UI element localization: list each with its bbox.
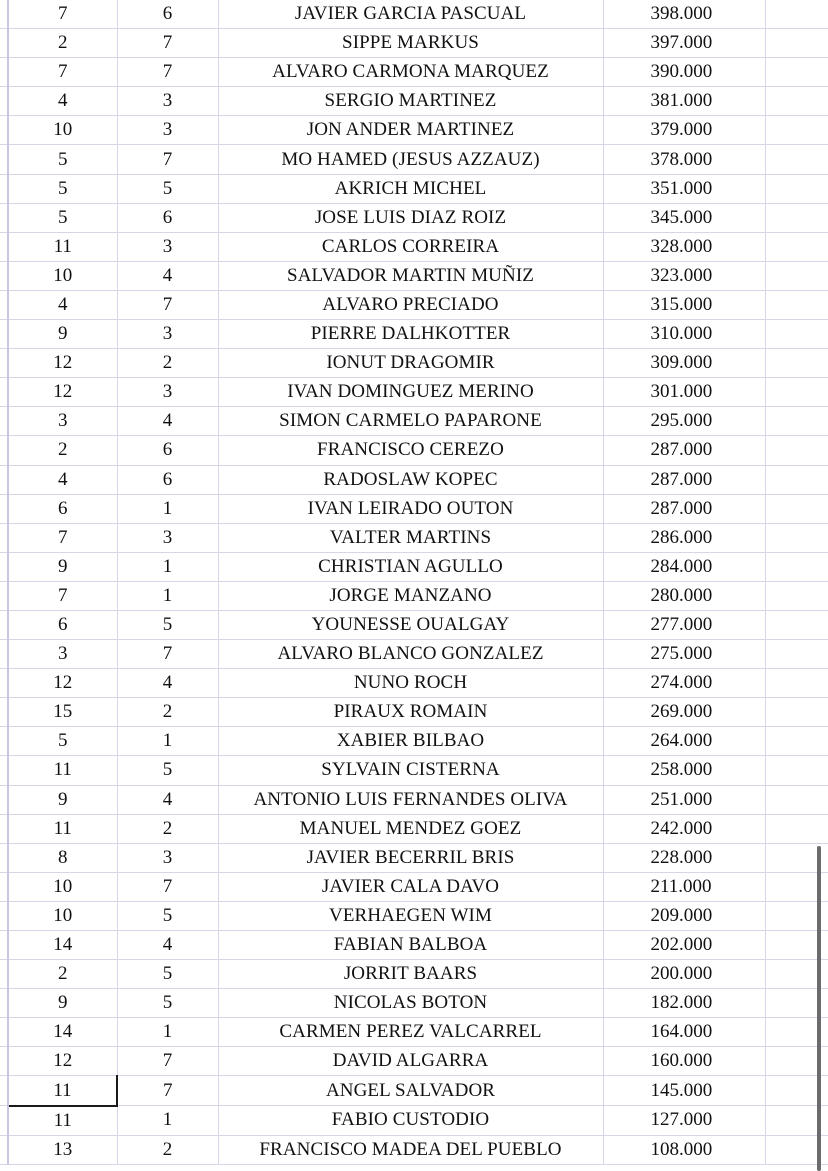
table-row (0, 785, 828, 814)
cell-col-a[interactable]: 11 (8, 1076, 117, 1106)
cell-points[interactable]: 258.000 (603, 756, 765, 785)
row-edge-cell[interactable] (0, 552, 8, 581)
cell-points[interactable]: 315.000 (603, 290, 765, 319)
row-edge-cell[interactable] (0, 669, 8, 698)
cell-col-a[interactable]: 10 (8, 872, 117, 901)
cell-name[interactable]: FABIO CUSTODIO (218, 1106, 603, 1136)
cell-points[interactable]: 108.000 (603, 1135, 765, 1164)
cell-name[interactable]: MO HAMED (JESUS AZZAUZ) (218, 145, 603, 174)
cell-points[interactable]: 211.000 (603, 872, 765, 901)
cell-col-a[interactable]: 7 (8, 581, 117, 610)
row-edge-cell[interactable] (0, 1047, 8, 1076)
cell-col-b[interactable]: 4 (117, 407, 218, 436)
table-row (0, 901, 828, 930)
cell-name[interactable]: SIPPE MARKUS (218, 29, 603, 58)
row-edge-cell[interactable] (0, 174, 8, 203)
cell-name[interactable]: SALVADOR MARTIN MUÑIZ (218, 261, 603, 290)
row-edge-cell[interactable] (0, 640, 8, 669)
row-edge-cell[interactable] (0, 610, 8, 639)
cell-col-b[interactable]: 7 (117, 290, 218, 319)
cell-name[interactable]: IVAN LEIRADO OUTON (218, 494, 603, 523)
cell-points[interactable]: 127.000 (603, 1106, 765, 1136)
row-edge-cell[interactable] (0, 960, 8, 989)
row-edge-cell[interactable] (0, 58, 8, 87)
row-edge-cell[interactable] (0, 698, 8, 727)
cell-name[interactable]: JORRIT BAARS (218, 960, 603, 989)
cell-empty[interactable] (765, 378, 828, 407)
cell-empty[interactable] (765, 756, 828, 785)
cell-empty[interactable] (765, 698, 828, 727)
cell-name[interactable]: FABIAN BALBOA (218, 931, 603, 960)
cell-col-a[interactable]: 7 (8, 0, 117, 29)
cell-col-a[interactable]: 6 (8, 494, 117, 523)
cell-points[interactable]: 164.000 (603, 1018, 765, 1047)
cell-points[interactable]: 160.000 (603, 1047, 765, 1076)
row-edge-cell[interactable] (0, 1135, 8, 1164)
table-row (0, 814, 828, 843)
cell-points[interactable]: 309.000 (603, 349, 765, 378)
row-edge-cell[interactable] (0, 756, 8, 785)
cell-name[interactable]: JAVIER CALA DAVO (218, 872, 603, 901)
cell-col-b[interactable]: 6 (117, 0, 218, 29)
vertical-scrollbar[interactable] (817, 846, 821, 1171)
cell-col-a[interactable]: 10 (8, 261, 117, 290)
cell-empty[interactable] (765, 203, 828, 232)
cell-col-a[interactable]: 8 (8, 843, 117, 872)
cell-col-a[interactable]: 11 (8, 756, 117, 785)
table-row (0, 1047, 828, 1076)
cell-col-a[interactable]: 12 (8, 1047, 117, 1076)
cell-col-a[interactable]: 3 (8, 407, 117, 436)
cell-col-b[interactable]: 4 (117, 669, 218, 698)
cell-empty[interactable] (765, 0, 828, 29)
table-row (0, 58, 828, 87)
cell-col-a[interactable]: 14 (8, 1018, 117, 1047)
cell-empty[interactable] (765, 814, 828, 843)
cell-col-a[interactable]: 2 (8, 960, 117, 989)
row-edge-cell[interactable] (0, 436, 8, 465)
cell-col-b[interactable]: 1 (117, 1106, 218, 1136)
cell-col-b[interactable]: 1 (117, 727, 218, 756)
cell-points[interactable]: 287.000 (603, 465, 765, 494)
table-row (0, 261, 828, 290)
cell-col-a[interactable]: 14 (8, 931, 117, 960)
cell-points[interactable]: 286.000 (603, 523, 765, 552)
cell-col-a[interactable]: 10 (8, 901, 117, 930)
row-edge-cell[interactable] (0, 901, 8, 930)
cell-col-b[interactable]: 4 (117, 931, 218, 960)
cell-empty[interactable] (765, 232, 828, 261)
cell-points[interactable]: 274.000 (603, 669, 765, 698)
table-row (0, 581, 828, 610)
row-edge-cell[interactable] (0, 87, 8, 116)
cell-points[interactable]: 398.000 (603, 0, 765, 29)
cell-name[interactable]: CARLOS CORREIRA (218, 232, 603, 261)
cell-empty[interactable] (765, 407, 828, 436)
cell-col-b[interactable]: 5 (117, 174, 218, 203)
cell-name[interactable]: NUNO ROCH (218, 669, 603, 698)
cell-col-b[interactable]: 5 (117, 610, 218, 639)
cell-col-b[interactable]: 7 (117, 145, 218, 174)
row-edge-cell[interactable] (0, 494, 8, 523)
cell-name[interactable]: VALTER MARTINS (218, 523, 603, 552)
cell-col-a[interactable]: 2 (8, 436, 117, 465)
table-row (0, 698, 828, 727)
table-row (0, 989, 828, 1018)
cell-name[interactable]: JORGE MANZANO (218, 581, 603, 610)
table-row (0, 843, 828, 872)
cell-col-b[interactable]: 2 (117, 349, 218, 378)
table-row (0, 232, 828, 261)
cell-name[interactable]: JON ANDER MARTINEZ (218, 116, 603, 145)
cell-empty[interactable] (765, 610, 828, 639)
row-edge-cell[interactable] (0, 785, 8, 814)
table-row (0, 756, 828, 785)
cell-name[interactable]: MANUEL MENDEZ GOEZ (218, 814, 603, 843)
cell-points[interactable]: 280.000 (603, 581, 765, 610)
cell-points[interactable]: 381.000 (603, 87, 765, 116)
row-edge-cell[interactable] (0, 116, 8, 145)
cell-col-a[interactable]: 11 (8, 814, 117, 843)
cell-name[interactable]: FRANCISCO MADEA DEL PUEBLO (218, 1135, 603, 1164)
cell-points[interactable]: 310.000 (603, 320, 765, 349)
row-edge-cell[interactable] (0, 465, 8, 494)
cell-empty[interactable] (765, 29, 828, 58)
cell-name[interactable]: ALVARO BLANCO GONZALEZ (218, 640, 603, 669)
cell-col-a[interactable]: 4 (8, 290, 117, 319)
table-row (0, 0, 828, 29)
cell-empty[interactable] (765, 640, 828, 669)
table-row (0, 640, 828, 669)
cell-col-b[interactable]: 1 (117, 552, 218, 581)
cell-name[interactable]: SERGIO MARTINEZ (218, 87, 603, 116)
cell-col-b[interactable]: 3 (117, 232, 218, 261)
row-edge-cell[interactable] (0, 203, 8, 232)
cell-col-b[interactable]: 3 (117, 378, 218, 407)
cell-name[interactable]: ALVARO PRECIADO (218, 290, 603, 319)
row-edge-cell[interactable] (0, 843, 8, 872)
cell-col-a[interactable]: 2 (8, 29, 117, 58)
cell-empty[interactable] (765, 552, 828, 581)
cell-name[interactable]: DAVID ALGARRA (218, 1047, 603, 1076)
table-row (0, 669, 828, 698)
cell-name[interactable]: IONUT DRAGOMIR (218, 349, 603, 378)
table-row (0, 145, 828, 174)
cell-col-b[interactable]: 7 (117, 58, 218, 87)
table-row (0, 320, 828, 349)
table-row (0, 378, 828, 407)
row-edge-cell[interactable] (0, 378, 8, 407)
row-edge-cell[interactable] (0, 1018, 8, 1047)
cell-col-a[interactable]: 5 (8, 727, 117, 756)
cell-col-b[interactable]: 4 (117, 785, 218, 814)
cell-points[interactable]: 269.000 (603, 698, 765, 727)
cell-col-a[interactable]: 13 (8, 1135, 117, 1164)
cell-col-b[interactable]: 1 (117, 494, 218, 523)
row-edge-cell[interactable] (0, 0, 8, 29)
table-row (0, 931, 828, 960)
cell-name[interactable]: ANGEL SALVADOR (218, 1076, 603, 1106)
table-row (0, 872, 828, 901)
cell-points[interactable]: 287.000 (603, 494, 765, 523)
cell-name[interactable]: PIRAUX ROMAIN (218, 698, 603, 727)
table-row (0, 116, 828, 145)
cell-points[interactable]: 328.000 (603, 232, 765, 261)
cell-name[interactable]: VERHAEGEN WIM (218, 901, 603, 930)
cell-empty[interactable] (765, 436, 828, 465)
cell-col-b[interactable]: 7 (117, 29, 218, 58)
cell-points[interactable]: 390.000 (603, 58, 765, 87)
cell-points[interactable]: 397.000 (603, 29, 765, 58)
row-edge-cell[interactable] (0, 581, 8, 610)
cell-col-b[interactable]: 5 (117, 901, 218, 930)
table-row (0, 290, 828, 319)
cell-col-a[interactable]: 5 (8, 145, 117, 174)
cell-col-b[interactable]: 3 (117, 843, 218, 872)
cell-empty[interactable] (765, 465, 828, 494)
cell-name[interactable]: NICOLAS BOTON (218, 989, 603, 1018)
cell-empty[interactable] (765, 58, 828, 87)
cell-name[interactable]: SIMON CARMELO PAPARONE (218, 407, 603, 436)
row-edge-cell[interactable] (0, 814, 8, 843)
cell-col-a[interactable]: 12 (8, 378, 117, 407)
cell-col-b[interactable]: 3 (117, 116, 218, 145)
cell-col-a[interactable]: 11 (8, 1106, 117, 1136)
cell-col-b[interactable]: 7 (117, 1047, 218, 1076)
cell-empty[interactable] (765, 290, 828, 319)
cell-col-a[interactable]: 9 (8, 785, 117, 814)
table-row (0, 87, 828, 116)
row-edge-cell[interactable] (0, 145, 8, 174)
cell-points[interactable]: 200.000 (603, 960, 765, 989)
cell-points[interactable]: 228.000 (603, 843, 765, 872)
cell-empty[interactable] (765, 581, 828, 610)
cell-name[interactable]: JAVIER BECERRIL BRIS (218, 843, 603, 872)
row-edge-cell[interactable] (0, 349, 8, 378)
cell-points[interactable]: 251.000 (603, 785, 765, 814)
cell-col-b[interactable]: 1 (117, 581, 218, 610)
table-row (0, 1018, 828, 1047)
cell-col-b[interactable]: 7 (117, 1076, 218, 1106)
cell-points[interactable]: 301.000 (603, 378, 765, 407)
table-row (0, 523, 828, 552)
cell-points[interactable]: 379.000 (603, 116, 765, 145)
table-row (0, 436, 828, 465)
table-row (0, 1135, 828, 1164)
cell-points[interactable]: 287.000 (603, 436, 765, 465)
cell-col-b[interactable]: 5 (117, 960, 218, 989)
cell-col-b[interactable]: 6 (117, 203, 218, 232)
cell-points[interactable]: 378.000 (603, 145, 765, 174)
table-row (0, 494, 828, 523)
cell-name[interactable]: FRANCISCO CEREZO (218, 436, 603, 465)
cell-col-a[interactable]: 5 (8, 174, 117, 203)
cell-points[interactable]: 145.000 (603, 1076, 765, 1106)
table-row (0, 465, 828, 494)
cell-col-b[interactable]: 4 (117, 261, 218, 290)
cell-points[interactable]: 182.000 (603, 989, 765, 1018)
cell-col-b[interactable]: 3 (117, 320, 218, 349)
table-row (0, 960, 828, 989)
cell-col-a[interactable]: 12 (8, 349, 117, 378)
row-edge-cell[interactable] (0, 290, 8, 319)
cell-points[interactable]: 345.000 (603, 203, 765, 232)
table-row (0, 349, 828, 378)
cell-col-a[interactable]: 7 (8, 523, 117, 552)
row-edge-cell[interactable] (0, 407, 8, 436)
cell-name[interactable]: ANTONIO LUIS FERNANDES OLIVA (218, 785, 603, 814)
table-row (0, 610, 828, 639)
table-row (0, 552, 828, 581)
cell-col-b[interactable]: 6 (117, 465, 218, 494)
cell-empty[interactable] (765, 116, 828, 145)
cell-points[interactable]: 295.000 (603, 407, 765, 436)
cell-col-a[interactable]: 9 (8, 552, 117, 581)
cell-empty[interactable] (765, 523, 828, 552)
cell-points[interactable]: 264.000 (603, 727, 765, 756)
cell-points[interactable]: 202.000 (603, 931, 765, 960)
cell-col-b[interactable]: 6 (117, 436, 218, 465)
row-edge-cell[interactable] (0, 320, 8, 349)
cell-col-b[interactable]: 3 (117, 87, 218, 116)
table-row (0, 727, 828, 756)
cell-col-a[interactable]: 6 (8, 610, 117, 639)
cell-empty[interactable] (765, 669, 828, 698)
cell-points[interactable]: 277.000 (603, 610, 765, 639)
cell-points[interactable]: 323.000 (603, 261, 765, 290)
cell-col-a[interactable]: 11 (8, 232, 117, 261)
cell-points[interactable]: 284.000 (603, 552, 765, 581)
row-edge-cell[interactable] (0, 261, 8, 290)
cell-name[interactable]: ALVARO CARMONA MARQUEZ (218, 58, 603, 87)
cell-col-b[interactable]: 1 (117, 1018, 218, 1047)
cell-name[interactable]: YOUNESSE OUALGAY (218, 610, 603, 639)
cell-empty[interactable] (765, 145, 828, 174)
row-edge-cell[interactable] (0, 232, 8, 261)
cell-col-b[interactable]: 2 (117, 698, 218, 727)
cell-empty[interactable] (765, 494, 828, 523)
cell-name[interactable]: AKRICH MICHEL (218, 174, 603, 203)
cell-col-a[interactable]: 3 (8, 640, 117, 669)
table-row (0, 174, 828, 203)
cell-points[interactable]: 209.000 (603, 901, 765, 930)
row-edge-cell[interactable] (0, 989, 8, 1018)
cell-name[interactable]: JOSE LUIS DIAZ ROIZ (218, 203, 603, 232)
cell-points[interactable]: 275.000 (603, 640, 765, 669)
row-edge-cell[interactable] (0, 931, 8, 960)
cell-points[interactable]: 242.000 (603, 814, 765, 843)
cell-col-a[interactable]: 12 (8, 669, 117, 698)
cell-name[interactable]: CHRISTIAN AGULLO (218, 552, 603, 581)
cell-col-a[interactable]: 5 (8, 203, 117, 232)
cell-col-b[interactable]: 2 (117, 1135, 218, 1164)
cell-empty[interactable] (765, 261, 828, 290)
cell-empty[interactable] (765, 87, 828, 116)
cell-col-a[interactable]: 4 (8, 465, 117, 494)
cell-empty[interactable] (765, 174, 828, 203)
row-edge-cell[interactable] (0, 872, 8, 901)
cell-col-b[interactable]: 7 (117, 872, 218, 901)
table-row (0, 1106, 828, 1136)
row-edge-cell[interactable] (0, 523, 8, 552)
cell-name[interactable]: PIERRE DALHKOTTER (218, 320, 603, 349)
cell-col-b[interactable]: 3 (117, 523, 218, 552)
cell-col-b[interactable]: 5 (117, 989, 218, 1018)
cell-col-b[interactable]: 7 (117, 640, 218, 669)
table-row (0, 407, 828, 436)
cell-empty[interactable] (765, 349, 828, 378)
cell-col-a[interactable]: 15 (8, 698, 117, 727)
cell-name[interactable]: IVAN DOMINGUEZ MERINO (218, 378, 603, 407)
cell-empty[interactable] (765, 727, 828, 756)
cell-col-a[interactable]: 9 (8, 320, 117, 349)
cell-points[interactable]: 351.000 (603, 174, 765, 203)
table-row (0, 203, 828, 232)
cell-col-a[interactable]: 4 (8, 87, 117, 116)
cell-col-a[interactable]: 9 (8, 989, 117, 1018)
cell-name[interactable]: JAVIER GARCIA PASCUAL (218, 0, 603, 29)
cell-col-a[interactable]: 7 (8, 58, 117, 87)
row-edge-cell[interactable] (0, 29, 8, 58)
cell-col-a[interactable]: 10 (8, 116, 117, 145)
cell-name[interactable]: XABIER BILBAO (218, 727, 603, 756)
cell-empty[interactable] (765, 320, 828, 349)
cell-name[interactable]: CARMEN PEREZ VALCARREL (218, 1018, 603, 1047)
cell-col-b[interactable]: 2 (117, 814, 218, 843)
cell-name[interactable]: SYLVAIN CISTERNA (218, 756, 603, 785)
row-edge-cell[interactable] (0, 727, 8, 756)
cell-empty[interactable] (765, 785, 828, 814)
cell-col-b[interactable]: 5 (117, 756, 218, 785)
cell-name[interactable]: RADOSLAW KOPEC (218, 465, 603, 494)
table-row (0, 29, 828, 58)
row-edge-cell[interactable] (0, 1076, 8, 1106)
table-row (0, 1076, 828, 1106)
row-edge-cell[interactable] (0, 1106, 8, 1136)
